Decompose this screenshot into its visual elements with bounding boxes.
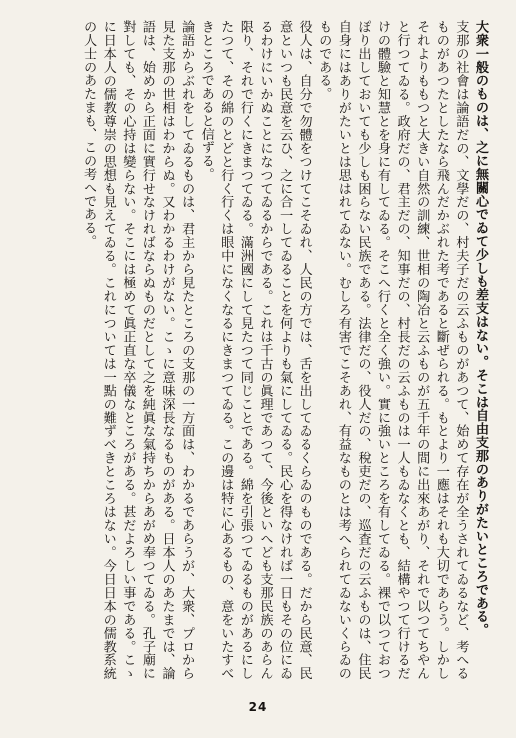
body-text <box>24 20 490 680</box>
page-number: 24 <box>248 700 268 714</box>
paragraph-1: 大衆一般のものは、之に無關心でゐて少しも差支はない。そこは自由支那のありがたいところである。 <box>473 20 488 637</box>
paragraph-4: 論語からぶれをしてゐるものは、君主から見たところの支那の一方面は、わかるであらうが、大衆、プロから見た支那の世相はわからぬ。又わかるわけがない。こゝに意味深長なるものがある。日本人のあたまでは、論語は、始めから正面に實行せなければならぬものだとして之を純眞な氣持ちからあがめ奉つてゐる。孔子廟に對しても、その心持は變らない。そこには極めて眞正直な卒儀なところがある。甚だよろしい事である。こゝに日本人の儒教尊崇の思想も見えてゐる。これについては一點の難ずべきところはない。今日日本の儒教系統の人士のあたまも、この考へである。 <box>81 20 195 680</box>
paragraph-2: 支那の社會は論語だの、文學だの、村夫子だの云ふものがあつて、始めて存在が全うされてゐるなど、考へるものがあつたとしたなら飛んだかぶれた考であると斷ぜられる。もとより一應はそれも大切であらう。しかしそれよりももつと大きい自然の訓練、世相の陶冶と云ふものが五千年の間に出來あがり、それで以つてちやんと行つてゐる。政府だの、君主だの、知事だの、村長だの云ふものは一人もゐなくとも、結構やつて行けるだけの體驗と知慧とを身に有してゐる。そこへ行くと全く強い。實に強いところを有してゐる。裸で以つておつぽり出しておいても少しも困らない民族である。法律だの、役人だの、稅吏だの、巡査だの云ふものは、住民自身にはありがたいとは思はれてゐない。むしろ有害でこそあれ、有益なものとは考へられてゐないくらゐのものである。 <box>316 20 469 680</box>
paragraph-3: 役人は、自分で勿體をつけてこそゐれ、人民の方では、舌を出してゐるくらゐのものである。だから民意、民意といつも民意を云ひ、之に合一してゐることを何よりも氣にしてゐる。民心を得なければ一日もその位にゐるわけにいかぬことになつてゐるからである。これは千古の眞理であつて、今後といへども支那民族のあらん限り、それで行くにきまつてゐる。滿洲國にして見たつて同じことである。綿を引張つてゐるものがあるにしたつて、その綿のとどと行く行くは眼中になくなるにきまつてゐる。この邊は特に心あるもの、意をいたすべきところであると信ずる。 <box>198 20 312 680</box>
